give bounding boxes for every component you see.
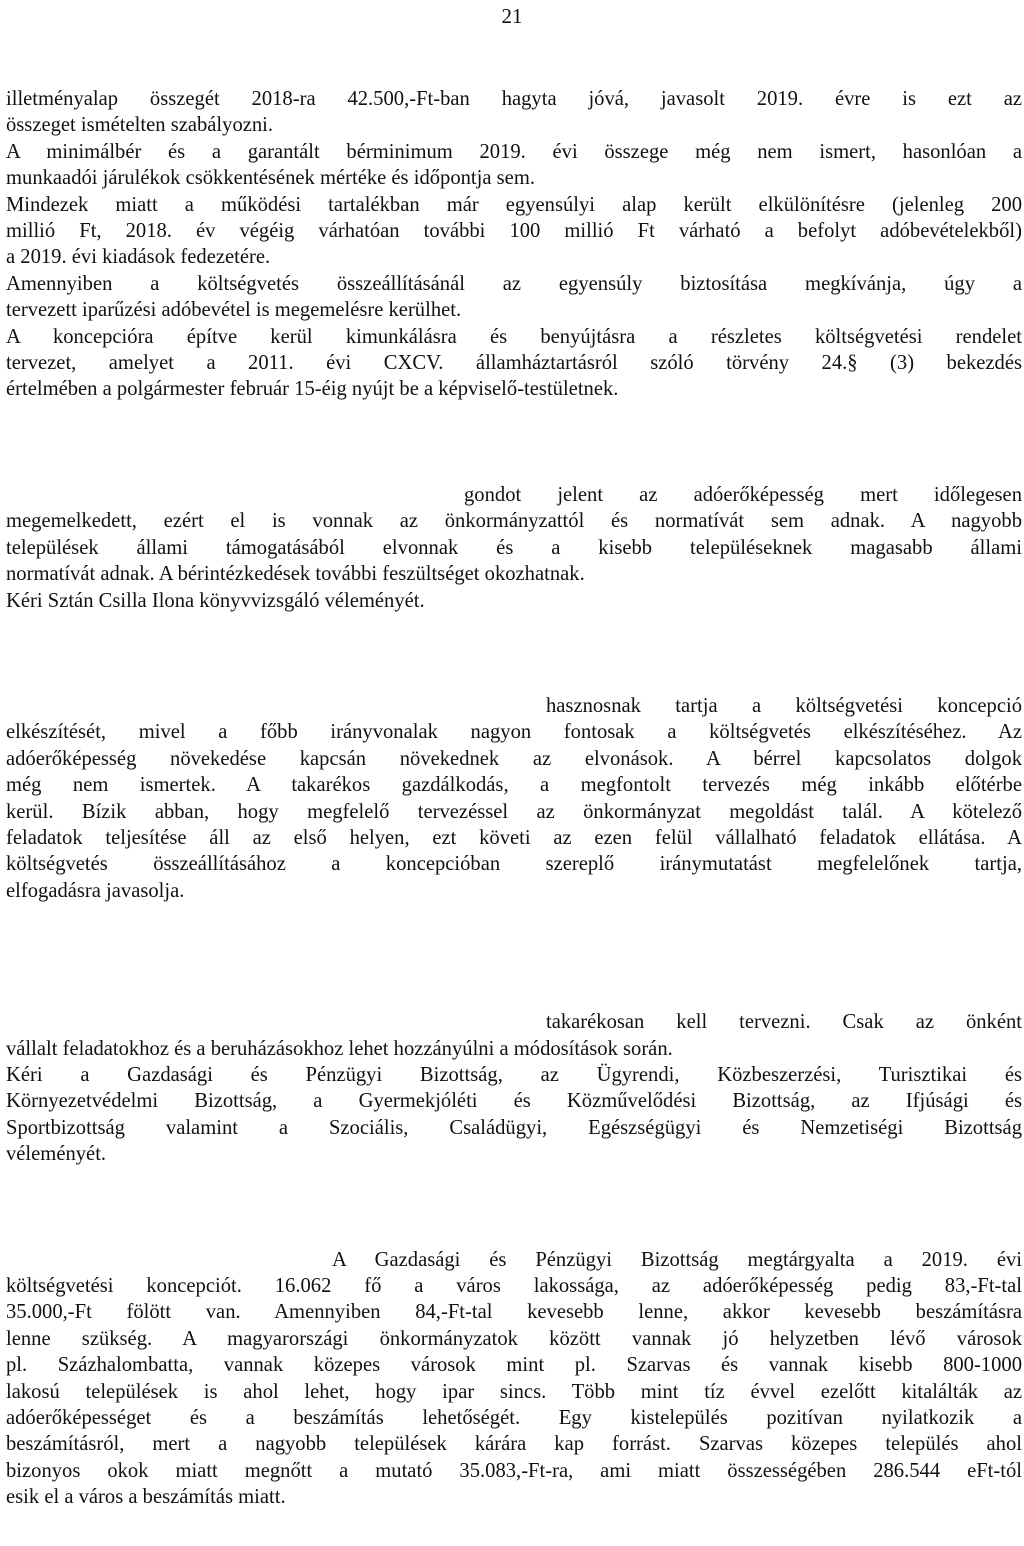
paragraph-finance-committee: [6, 1247, 1022, 1511]
text-line: költségvetési koncepciót. 16.062 fő a város lakossága, az adóerőképesség pedig 83,-Ft-tal: [6, 1275, 1022, 1297]
text-line: millió Ft, 2018. év végéig várhatóan további 100 millió Ft várható a befolyt adóbevételekből): [6, 220, 1022, 243]
text-line: értelmében a polgármester február 15-éig nyújt be a képviselő-testületnek.: [6, 378, 619, 401]
text-line: összeget ismételten szabályozni.: [6, 114, 274, 137]
paragraph-committees-request: [6, 1009, 1022, 1167]
text-line: elfogadásra javasolja.: [6, 879, 185, 902]
text-line: lakosú települések is ahol lehet, hogy ipar sincs. Több mint tíz évvel ezelőtt kitalálták az: [6, 1380, 1022, 1403]
paragraph-auditor-opinion: [6, 693, 1022, 904]
text-line: A Gazdasági és Pénzügyi Bizottság megtárgyalta a 2019. évi: [332, 1248, 1022, 1271]
text-line: Sportbizottság valamint a Szociális, Családügyi, Egészségügyi és Nemzetiségi Bizottság: [6, 1116, 1022, 1139]
text-line: illetményalap összegét 2018-ra 42.500,-Ft-ban hagyta jóvá, javasolt 2019. évre is ezt az: [6, 88, 1022, 110]
text-line: lenne szükség. A magyarországi önkormányzatok között vannak jó helyzetben lévő városok: [6, 1327, 1022, 1350]
text-line: még nem ismertek. A takarékos gazdálkodás, a megfontolt tervezés még inkább előtérbe: [6, 774, 1022, 797]
paragraph-tax-capacity: [6, 482, 1022, 614]
text-line: vállalt feladatokhoz és a beruházásokhoz lehet hozzányúlni a módosítások során.: [6, 1037, 673, 1060]
text-line: beszámításról, mert a nagyobb települések kárára kap forrást. Szarvas közepes település ahol: [6, 1433, 1022, 1456]
text-line: bizonyos okok miatt megnőtt a mutató 35.083,-Ft-ra, ami miatt összességében 286.544 eFt-tól: [6, 1459, 1022, 1482]
text-line: esik el a város a beszámítás miatt.: [6, 1486, 286, 1509]
text-line: gondot jelent az adóerőképesség mert időlegesen: [464, 483, 1022, 506]
text-line: tervezet, amelyet a 2011. évi CXCV. államháztartásról szóló törvény 24.§ (3) bekezdés: [6, 352, 1022, 375]
text-line: munkaadói járulékok csökkentésének mértéke és időpontja sem.: [6, 167, 535, 190]
text-line: Mindezek miatt a működési tartalékban már egyensúlyi alap került elkülönítésre (jelenleg 200: [6, 193, 1022, 216]
text-line: pl. Százhalombatta, vannak közepes városok mint pl. Szarvas és vannak kisebb 800-1000: [6, 1354, 1022, 1377]
text-line: adóerőképesség növekedése kapcsán növekednek az elvonások. A bérrel kapcsolatos dolgok: [6, 747, 1022, 770]
paragraph-budget-concept: [6, 86, 1022, 403]
document-body: [6, 86, 1022, 1511]
text-line: Kéri a Gazdasági és Pénzügyi Bizottság, az Ügyrendi, Közbeszerzési, Turisztikai és: [6, 1063, 1022, 1086]
text-line: hasznosnak tartja a költségvetési koncepció: [546, 694, 1022, 717]
text-line: feladatok teljesítése áll az első helyen, ezt követi az ezen felül vállalható feladatok ellátása. A: [6, 826, 1022, 849]
text-line: 35.000,-Ft fölött van. Amennyiben 84,-Ft-tal kevesebb lenne, akkor kevesebb beszámításra: [6, 1301, 1022, 1324]
text-line: takarékosan kell tervezni. Csak az önként: [546, 1011, 1022, 1034]
text-line: a 2019. évi kiadások fedezetére.: [6, 246, 271, 269]
text-line: Amennyiben a költségvetés összeállításánál az egyensúly biztosítása megkívánja, úgy a: [6, 272, 1022, 295]
text-line: Környezetvédelmi Bizottság, a Gyermekjóléti és Közművelődési Bizottság, az Ifjúsági és: [6, 1090, 1022, 1113]
text-line: elkészítését, mivel a főbb irányvonalak nagyon fontosak a költségvetés elkészítéséhez. Az: [6, 721, 1022, 744]
text-line: A koncepcióra építve kerül kimunkálásra és benyújtásra a részletes költségvetési rendelet: [6, 325, 1022, 348]
text-line: megemelkedett, ezért el is vonnak az önkormányzattól és normatívát sem adnak. A nagyobb: [6, 510, 1022, 533]
page-number: 21: [501, 4, 523, 28]
text-line: kerül. Bízik abban, hogy megfelelő tervezéssel az önkormányzat megoldást talál. A kötelező: [6, 800, 1022, 823]
text-line: normatívát adnak. A bérintézkedések további feszültséget okozhatnak.: [6, 563, 585, 586]
text-line: véleményét.: [6, 1143, 107, 1166]
text-line: Kéri Sztán Csilla Ilona könyvvizsgáló véleményét.: [6, 589, 425, 612]
text-line: települések állami támogatásából elvonnak és a kisebb településeknek magasabb állami: [6, 536, 1022, 559]
text-line: adóerőképességet és a beszámítás lehetőségét. Egy kistelepülés pozitívan nyilatkozik a: [6, 1407, 1022, 1430]
text-line: A minimálbér és a garantált bérminimum 2019. évi összege még nem ismert, hasonlóan a: [6, 140, 1022, 163]
text-line: tervezett iparűzési adóbevétel is megemelésre kerülhet.: [6, 299, 462, 322]
text-line: költségvetés összeállításához a koncepcióban szereplő iránymutatást megfelelőnek tartja,: [6, 853, 1022, 876]
